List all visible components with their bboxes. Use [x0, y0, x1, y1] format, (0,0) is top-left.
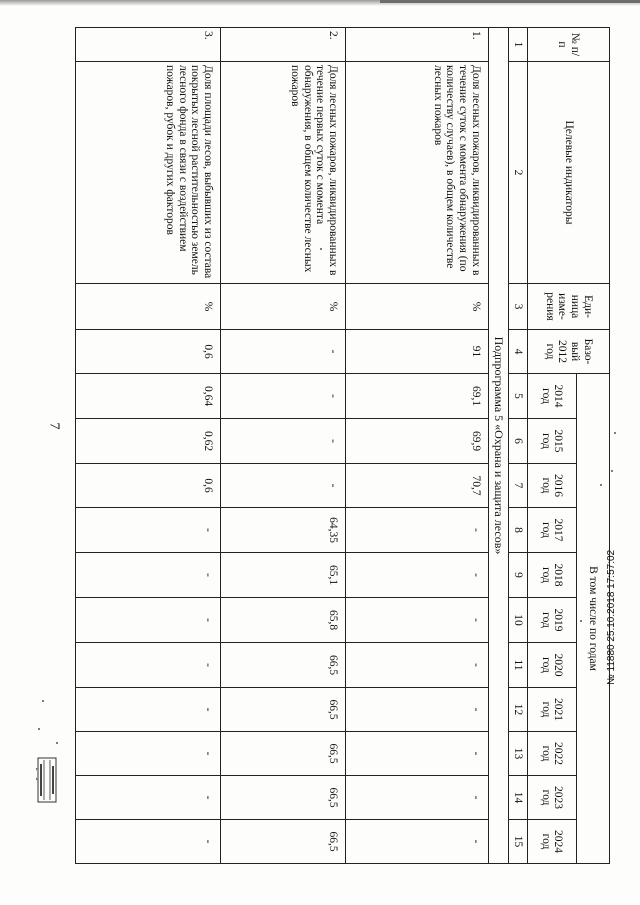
column-number: 5	[508, 374, 527, 419]
year-header: 2017 год	[527, 508, 576, 553]
subprogram-row	[488, 28, 508, 864]
column-number: 4	[508, 330, 527, 374]
year-value: -	[345, 820, 488, 864]
column-number: 7	[508, 464, 527, 508]
year-value: 66,5	[220, 688, 345, 732]
base-value: -	[220, 330, 345, 374]
col-base-header: Базо-вый 2012 год	[527, 330, 609, 374]
page-number: 7	[46, 422, 62, 430]
indicator-text: Доля площади лесов, выбывших из состава покрытых лесной растительностью земель лесного фонда в связи с воздействием пожаров, рубок и других факторов	[76, 62, 221, 284]
registration-stamp-icon	[36, 756, 58, 804]
year-value: 65,8	[220, 598, 345, 643]
year-value: -	[76, 688, 221, 732]
year-value: 64,35	[220, 508, 345, 553]
year-value: 69,9	[345, 419, 488, 464]
year-header: 2020 год	[527, 643, 576, 688]
year-value: -	[345, 643, 488, 688]
column-number: 3	[508, 284, 527, 330]
year-value: -	[76, 732, 221, 776]
year-value: -	[76, 643, 221, 688]
column-number: 14	[508, 776, 527, 820]
column-number: 6	[508, 419, 527, 464]
column-number: 2	[508, 62, 527, 284]
rotated-table-area	[75, 27, 610, 863]
scan-speck	[611, 470, 613, 472]
scan-speck	[56, 742, 58, 744]
scan-speck	[42, 700, 44, 702]
scan-speck	[614, 432, 616, 434]
header-row-1	[576, 28, 609, 864]
year-value: -	[76, 776, 221, 820]
target-indicators-table	[75, 27, 610, 864]
subprogram-title: Подпрограмма 5 «Охрана и защита лесов»	[488, 28, 508, 864]
column-number: 9	[508, 553, 527, 598]
year-value: -	[76, 598, 221, 643]
year-header: 2019 год	[527, 598, 576, 643]
scan-speck	[38, 728, 40, 730]
year-header: 2015 год	[527, 419, 576, 464]
col-no-header: № п/п	[527, 28, 609, 62]
year-value: -	[76, 508, 221, 553]
year-value: 66,5	[220, 776, 345, 820]
year-value: 70,7	[345, 464, 488, 508]
unit-cell: %	[220, 284, 345, 330]
unit-cell: %	[345, 284, 488, 330]
year-value: 0,62	[76, 419, 221, 464]
year-value: -	[345, 598, 488, 643]
registration-footer: № 11880 25.10.2018 17:57:02	[606, 549, 617, 685]
table-row	[345, 28, 488, 864]
col-years-group-header: В том числе по годам	[576, 374, 609, 864]
column-number: 8	[508, 508, 527, 553]
year-value: -	[345, 688, 488, 732]
year-value: -	[76, 820, 221, 864]
year-value: 66,5	[220, 643, 345, 688]
year-value: -	[76, 553, 221, 598]
year-value: -	[220, 374, 345, 419]
year-value: -	[345, 508, 488, 553]
year-header: 2022 год	[527, 732, 576, 776]
column-number: 15	[508, 820, 527, 864]
table-row	[220, 28, 345, 864]
year-value: 0,64	[76, 374, 221, 419]
indicator-text: Доля лесных пожаров, ликвидированных в течение суток с момента обнаружения (по количеству случаев), в общем количестве лесных пожаров	[345, 62, 488, 284]
year-value: 65,1	[220, 553, 345, 598]
year-value: 0,6	[76, 464, 221, 508]
year-header: 2014 год	[527, 374, 576, 419]
year-value: 66,5	[220, 820, 345, 864]
column-number: 13	[508, 732, 527, 776]
unit-cell: %	[76, 284, 221, 330]
indicator-text: Доля лесных пожаров, ликвидированных в течение первых суток с момента обнаружения, в общем количестве лесных пожаров	[220, 62, 345, 284]
row-number: 2.	[220, 28, 345, 62]
base-value: 0,6	[76, 330, 221, 374]
scan-edge-dark	[380, 0, 640, 3]
col-unit-header: Еди-ница изме-рения	[527, 284, 609, 330]
year-header: 2023 год	[527, 776, 576, 820]
year-value: -	[345, 776, 488, 820]
year-header: 2024 год	[527, 820, 576, 864]
year-value: -	[345, 553, 488, 598]
year-value: 69,1	[345, 374, 488, 419]
scan-speck	[580, 620, 582, 622]
row-number: 1.	[345, 28, 488, 62]
column-number: 10	[508, 598, 527, 643]
year-value: -	[220, 419, 345, 464]
year-header: 2021 год	[527, 688, 576, 732]
year-header: 2018 год	[527, 553, 576, 598]
column-number: 1	[508, 28, 527, 62]
table-row	[76, 28, 221, 864]
year-header: 2016 год	[527, 464, 576, 508]
scan-speck	[600, 484, 602, 486]
column-number: 12	[508, 688, 527, 732]
scan-speck	[320, 248, 322, 250]
col-indicator-header: Целевые индикаторы	[527, 62, 609, 284]
year-value: -	[220, 464, 345, 508]
row-number: 3.	[76, 28, 221, 62]
year-value: 66,5	[220, 732, 345, 776]
column-number-row	[508, 28, 527, 864]
base-value: 91	[345, 330, 488, 374]
year-value: -	[345, 732, 488, 776]
column-number: 11	[508, 643, 527, 688]
